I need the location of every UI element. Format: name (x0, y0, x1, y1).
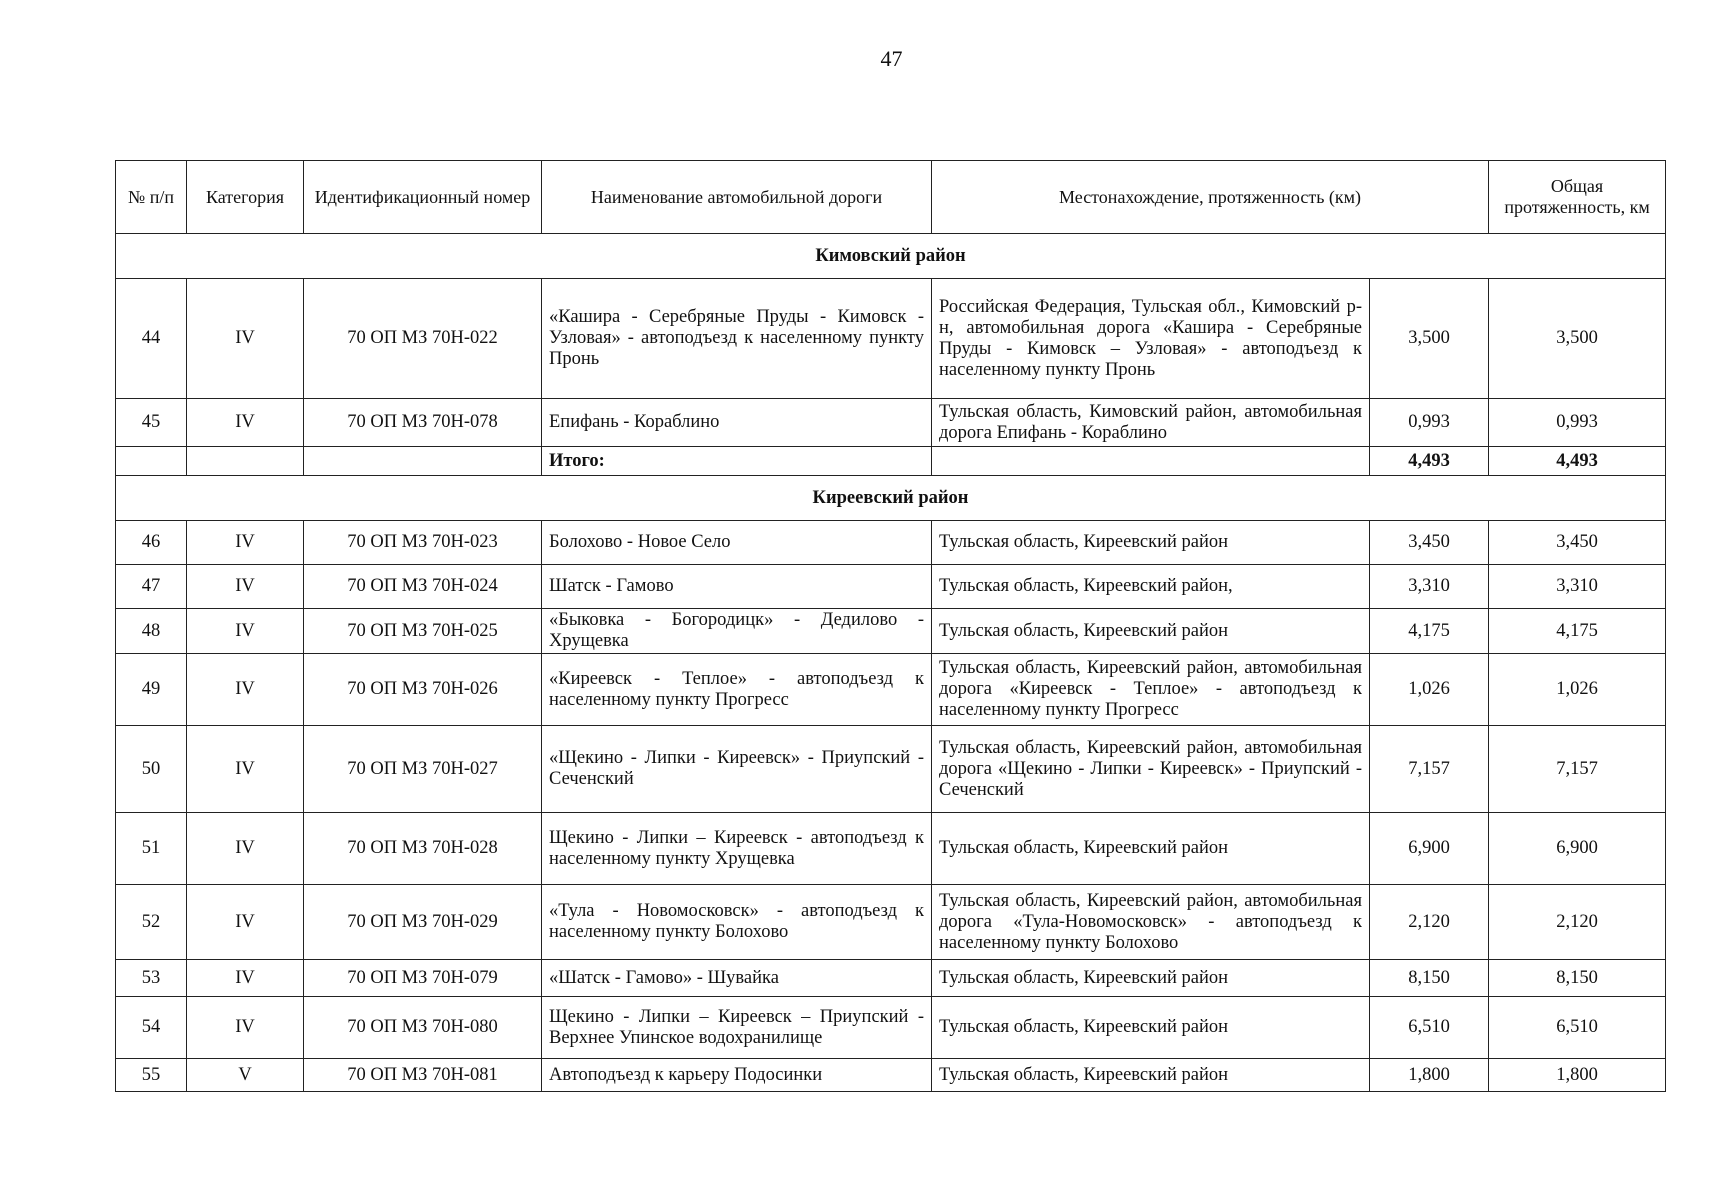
row-category: IV (187, 279, 304, 399)
row-id: 70 ОП МЗ 70Н-025 (304, 609, 542, 654)
row-number: 49 (116, 654, 187, 726)
row-total-length: 3,450 (1489, 521, 1666, 565)
district-header-row (116, 234, 1666, 279)
header-num: № п/п (116, 161, 187, 234)
table-row (116, 279, 1666, 399)
row-category: IV (187, 565, 304, 609)
row-total-length: 7,157 (1489, 726, 1666, 813)
total-total-length: 4,493 (1489, 447, 1666, 476)
row-road-name: Автоподъезд к карьеру Подосинки (542, 1059, 932, 1092)
row-id: 70 ОП МЗ 70Н-023 (304, 521, 542, 565)
row-road-name: «Шатск - Гамово» - Шувайка (542, 960, 932, 997)
row-road-name: «Кашира - Серебряные Пруды - Кимовск - Узловая» - автоподъезд к населенному пункту Пронь (542, 279, 932, 399)
header-total: Общая протяженность, км (1489, 161, 1666, 234)
district-title: Киреевский район (116, 476, 1666, 521)
row-location: Тульская область, Киреевский район, автомобильная дорога «Тула-Новомосковск» - автоподъезд к населенному пункту Болохово (932, 885, 1370, 960)
table-row (116, 521, 1666, 565)
row-location: Тульская область, Киреевский район (932, 609, 1370, 654)
table-header (116, 161, 1666, 234)
row-total-length: 2,120 (1489, 885, 1666, 960)
row-total-length: 3,500 (1489, 279, 1666, 399)
row-location: Тульская область, Киреевский район (932, 1059, 1370, 1092)
page-number: 47 (880, 46, 903, 71)
row-length: 8,150 (1370, 960, 1489, 997)
total-empty (116, 447, 187, 476)
row-location: Тульская область, Кимовский район, автомобильная дорога Епифань - Кораблино (932, 399, 1370, 447)
row-road-name: Шатск - Гамово (542, 565, 932, 609)
row-location: Тульская область, Киреевский район, автомобильная дорога «Киреевск - Теплое» - автоподъезд к населенному пункту Прогресс (932, 654, 1370, 726)
row-road-name: «Тула - Новомосковск» - автоподъезд к населенному пункту Болохово (542, 885, 932, 960)
row-category: IV (187, 813, 304, 885)
row-number: 46 (116, 521, 187, 565)
row-road-name: Болохово - Новое Село (542, 521, 932, 565)
row-id: 70 ОП МЗ 70Н-028 (304, 813, 542, 885)
row-total-length: 8,150 (1489, 960, 1666, 997)
roads-table (115, 160, 1666, 1092)
row-length: 3,500 (1370, 279, 1489, 399)
row-length: 3,450 (1370, 521, 1489, 565)
row-location: Российская Федерация, Тульская обл., Кимовский р-н, автомобильная дорога «Кашира - Серебряные Пруды - Кимовск – Узловая» - автоподъезд к населенному пункту Пронь (932, 279, 1370, 399)
table-row (116, 997, 1666, 1059)
row-location: Тульская область, Киреевский район (932, 813, 1370, 885)
row-category: IV (187, 726, 304, 813)
row-length: 4,175 (1370, 609, 1489, 654)
total-empty (304, 447, 542, 476)
table-row (116, 726, 1666, 813)
header-category: Категория (187, 161, 304, 234)
row-total-length: 4,175 (1489, 609, 1666, 654)
table-row (116, 565, 1666, 609)
row-category: IV (187, 521, 304, 565)
row-number: 47 (116, 565, 187, 609)
row-length: 6,900 (1370, 813, 1489, 885)
row-id: 70 ОП МЗ 70Н-029 (304, 885, 542, 960)
row-category: V (187, 1059, 304, 1092)
row-category: IV (187, 399, 304, 447)
row-id: 70 ОП МЗ 70Н-024 (304, 565, 542, 609)
row-total-length: 1,800 (1489, 1059, 1666, 1092)
row-number: 50 (116, 726, 187, 813)
row-total-length: 6,510 (1489, 997, 1666, 1059)
total-length: 4,493 (1370, 447, 1489, 476)
row-road-name: «Киреевск - Теплое» - автоподъезд к населенному пункту Прогресс (542, 654, 932, 726)
row-road-name: «Быковка - Богородицк» - Дедилово - Хрущевка (542, 609, 932, 654)
table-row (116, 960, 1666, 997)
table-row (116, 399, 1666, 447)
total-label: Итого: (542, 447, 932, 476)
row-road-name: «Щекино - Липки - Киреевск» - Приупский - Сеченский (542, 726, 932, 813)
row-location: Тульская область, Киреевский район (932, 960, 1370, 997)
row-id: 70 ОП МЗ 70Н-026 (304, 654, 542, 726)
row-category: IV (187, 609, 304, 654)
row-length: 1,800 (1370, 1059, 1489, 1092)
district-header-row (116, 476, 1666, 521)
row-total-length: 6,900 (1489, 813, 1666, 885)
table-body (116, 234, 1666, 1092)
row-category: IV (187, 960, 304, 997)
total-empty (932, 447, 1370, 476)
row-road-name: Епифань - Кораблино (542, 399, 932, 447)
row-location: Тульская область, Киреевский район (932, 997, 1370, 1059)
row-length: 7,157 (1370, 726, 1489, 813)
row-length: 1,026 (1370, 654, 1489, 726)
table-row (116, 813, 1666, 885)
row-number: 52 (116, 885, 187, 960)
row-number: 54 (116, 997, 187, 1059)
row-id: 70 ОП МЗ 70Н-079 (304, 960, 542, 997)
row-location: Тульская область, Киреевский район, автомобильная дорога «Щекино - Липки - Киреевск» - Приупский - Сеченский (932, 726, 1370, 813)
row-length: 6,510 (1370, 997, 1489, 1059)
row-number: 45 (116, 399, 187, 447)
table-row (116, 1059, 1666, 1092)
row-total-length: 3,310 (1489, 565, 1666, 609)
row-category: IV (187, 885, 304, 960)
header-id: Идентификационный номер (304, 161, 542, 234)
row-category: IV (187, 654, 304, 726)
header-name: Наименование автомобильной дороги (542, 161, 932, 234)
row-number: 48 (116, 609, 187, 654)
table-row (116, 609, 1666, 654)
table-row (116, 885, 1666, 960)
row-number: 55 (116, 1059, 187, 1092)
row-id: 70 ОП МЗ 70Н-027 (304, 726, 542, 813)
row-id: 70 ОП МЗ 70Н-080 (304, 997, 542, 1059)
row-road-name: Щекино - Липки – Киреевск - автоподъезд к населенному пункту Хрущевка (542, 813, 932, 885)
row-id: 70 ОП МЗ 70Н-081 (304, 1059, 542, 1092)
row-road-name: Щекино - Липки – Киреевск – Приупский - Верхнее Упинское водохранилище (542, 997, 932, 1059)
row-category: IV (187, 997, 304, 1059)
row-length: 0,993 (1370, 399, 1489, 447)
row-number: 53 (116, 960, 187, 997)
row-length: 3,310 (1370, 565, 1489, 609)
row-id: 70 ОП МЗ 70Н-078 (304, 399, 542, 447)
total-row (116, 447, 1666, 476)
row-total-length: 0,993 (1489, 399, 1666, 447)
row-location: Тульская область, Киреевский район, (932, 565, 1370, 609)
header-location: Местонахождение, протяженность (км) (932, 161, 1489, 234)
table-row (116, 654, 1666, 726)
row-location: Тульская область, Киреевский район (932, 521, 1370, 565)
total-empty (187, 447, 304, 476)
row-length: 2,120 (1370, 885, 1489, 960)
row-number: 44 (116, 279, 187, 399)
district-title: Кимовский район (116, 234, 1666, 279)
row-id: 70 ОП МЗ 70Н-022 (304, 279, 542, 399)
row-number: 51 (116, 813, 187, 885)
row-total-length: 1,026 (1489, 654, 1666, 726)
